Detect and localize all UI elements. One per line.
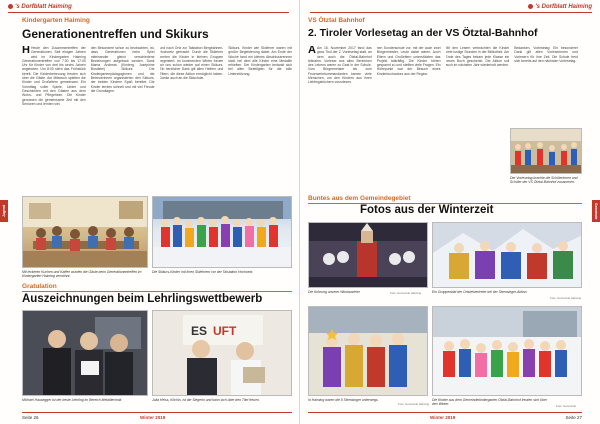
photo-vorlesetag: [510, 128, 582, 174]
caption-vorlesetag: Der Vorlesetag brachte die Schülerinnen und Schüler der VS Ötztal-Bahnhof zusammen.: [510, 176, 578, 185]
section-tag-gratulation: Gratulation: [22, 283, 57, 290]
brand-label: 's Dorfblatt Haiming: [15, 4, 72, 11]
caption-sternsinger-gruppe: Ein Gruppenbild der Ortsteilvertreter bei der Sternsinger-Aktion.: [432, 290, 528, 294]
photo-vorlesetag-svg: [511, 129, 582, 174]
dropcap: A: [308, 46, 316, 56]
svg-text:UFT: UFT: [213, 324, 237, 338]
headline-vorlesetag: 2. Tiroler Vorlesetag an der VS Ötztal-Bahnhof: [308, 27, 538, 39]
footer-page-right: Seite 27: [565, 415, 582, 420]
headline-lehrlingswettbewerb: Auszeichnungen beim Lehrlingswettbewerb: [22, 293, 263, 305]
credit-sternsinger: Foto: Gemeinde Haiming: [398, 402, 430, 406]
text-column: [377, 46, 441, 166]
text-col-4: Bedanken, Vorlesetag: Ein besonderer Dank gilt allen Vorleserinnen und Vorlesern für ihre Zeit. Die Schule freut sich bereits auf den nächsten Vorlesetag.: [514, 46, 578, 63]
photo-sternsinger-gruppe-svg: [433, 223, 582, 288]
footer-rule: [22, 412, 292, 413]
photo-sternsinger-gruppe: [432, 222, 582, 288]
section-rule: [22, 291, 292, 292]
text-col-1: Heute den Zusammentreffen der Generationen. Seit einigen Jahren wird im Kindergarten Haiming Generationentreffen von 7:30 bis 17:00 Uhr für Kinder von drei bis sechs Jahren angeboten. Um 8:00 steht das Frühstück bereit. Die Kinderbetreuung freuten sich über die Gäste. Am Mittwoch spielten die Kinder und Großeltern gemeinsam. Ein Vormittag voller Spiele, Lieder und Geschichten mit den Gästen aus dem Wohn- und Pflegeheim. Die Kinder genossen die gemeinsame Zeit mit den Senioren und lernten viel.: [22, 46, 86, 106]
footer-page-left: Seite 26: [22, 415, 39, 420]
text-col-1: Am 16. November 2017 fand das ganz Tirol der 2. Vorlesetag statt, an dem auch die Ötztal-Bahnhof teilnahm. Vorleser aus allen Bereichen des Lebens waren zu Gast in der Schule. Vom Bürgermeister bis zum Feuerwehrkommandanten kamen viele Menschen, um den Kindern aus ihren Lieblingsbüchern vorzulesen.: [308, 46, 372, 85]
section-tag-kindergarten: Kindergarten Haiming: [22, 17, 90, 24]
dropcap: H: [22, 46, 30, 56]
photo-lehrling-2: [152, 310, 292, 396]
footer-season-right: Winter 2019: [430, 415, 456, 420]
top-rule: [310, 12, 592, 13]
photo-lehrling-2-svg: [153, 311, 292, 396]
photo-generationentreffen-svg: [23, 197, 148, 268]
brand-right: [528, 4, 592, 10]
caption-kindergarten-winter: Die Kinder aus dem Gemeindekindergarten Ötztal-Bahnhof freuten sich über den Winter.: [432, 398, 547, 407]
photo-kindergarten-winter-svg: [433, 307, 582, 396]
text-col-4: Skikurs. Kinder wie Skilehrer waren mit großer Begeisterung dabei. Am Ende der Woche fand ein kleines Abschlussrennen statt, bei dem alle Kinder eine Medaille erhielten. Der Kindergarten bedankt sich bei allen Beteiligten für die tolle Unterstützung.: [228, 46, 292, 76]
side-tab-jugend: Jugend: [0, 200, 8, 222]
footer-season-left: Winter 2019: [140, 415, 166, 420]
section-tag-vs-oetztal: VS Ötztal Bahnhof: [308, 17, 365, 24]
credit-kindergarten-winter: Foto: Gemeinde: [556, 404, 577, 408]
footer-rule: [308, 412, 582, 413]
headline-winterzeit: Fotos aus der Winterzeit: [360, 204, 494, 216]
photo-nikolausfeier-svg: [309, 223, 428, 288]
credit-sternsinger-gruppe: Foto: Gemeinde Haiming: [550, 296, 582, 300]
caption-sternsinger: In Haiming waren die 5 Sternsinger unterwegs.: [308, 398, 379, 402]
photo-sternsinger-svg: [309, 307, 428, 396]
svg-text:ES: ES: [191, 324, 208, 338]
text-col-3: Mit den Lesern verbrachten die Kinder viele lustige Stunden in der Bibliothek. Am Ende des Tages bekam jede Klasse ein neues Buch geschenkt. Die Aktion soll auch im nächsten Jahr wiederholt werden.: [445, 46, 510, 68]
text-column: [228, 46, 292, 194]
text-column: [91, 46, 155, 194]
text-col-2: nen Sonderschule vor, mit der auch zwei Bürgermeister, Leute dabei waren. Auch Eltern und Großeltern unterstützten das Projekt tatkräftig. Die Kinder hörten gespannt zu und stellten viele Fragen. Ein Höhepunkt war der Besuch eines Kinderbuchautors aus der Region.: [376, 46, 441, 76]
text-column: [308, 46, 372, 166]
text-col-2: den Besondere schon zu beobachten, ist, dass Generationen beim Spiel miteinander gleich verschiedene Beziehungen aufgebaut werden. Dank Mama Andreas (Kinderg. Joséphine Bundelei) Skikurs: Die Kindergartenpädagoginnen und die Betreuerinnen organisierten den Skikurs, der beiden Kindern Spaß bereitet. Die Kinder lernten schnell und mit viel Freude die Grundlagen.: [90, 46, 155, 93]
photo-skikurs-svg: [153, 197, 292, 268]
caption-photo-2: Die Skikurs-Kinder mit ihren Skilehrern vor der Talstation Hochoetz.: [152, 270, 254, 274]
headline-generationentreffen: Generationentreffen und Skikurs: [22, 27, 209, 41]
photo-generationentreffen: [22, 196, 148, 268]
side-tab-gemeinde: Gemeinde: [592, 200, 600, 222]
caption-nikolausfeier: Die Krönung unserer Nikolausfeier: [308, 290, 360, 294]
brand-dot-icon: [8, 4, 13, 9]
photo-kindergarten-winter: [432, 306, 582, 396]
photo-nikolausfeier: [308, 222, 428, 288]
photo-lehrling-1-svg: [23, 311, 148, 396]
brand-dot-icon: [528, 4, 533, 9]
section-tag-buntes: Buntes aus dem Gemeindegebiet: [308, 195, 411, 202]
caption-photo-3: Michael Hausegger ist der beste Lehrling im Bereich Metalltechnik.: [22, 398, 123, 402]
photo-sternsinger: [308, 306, 428, 396]
text-column: [446, 46, 510, 166]
caption-photo-4: Julia Heiss, Köchin, ist die Siegerin und kann sich über den Titel freuen.: [152, 398, 260, 402]
text-col-3: und nach Ortz zur Talstation Bergbahnen-Hochoetz gebracht. Durch die Skilehrer lernten die Kinder in kleinen Gruppen begeistert. Im kommenden Winter freuen wir uns schon wieder auf einen Skikurs. Ein herzlicher Dank gilt allen Helfern und Eltern, die diese Aktion ermöglicht haben. Danke auch an die Skischule.: [159, 46, 224, 81]
credit-nikolausfeier: Foto: Gemeinde Haiming: [390, 291, 422, 295]
photo-lehrling-1: [22, 310, 148, 396]
text-column: [160, 46, 224, 194]
brand-label: 's Dorfblatt Haiming: [535, 4, 592, 11]
article-columns-1: [22, 46, 292, 194]
photo-skikurs: [152, 196, 292, 268]
top-rule: [8, 12, 289, 13]
text-column: [22, 46, 86, 194]
brand-left: [8, 4, 72, 10]
right-page: [300, 0, 600, 424]
caption-photo-1: Mit leckeren Kuchen und Kaffee wurden die Gäste beim Generationentreffen im Kindergarten Haiming verwöhnt.: [22, 270, 142, 279]
